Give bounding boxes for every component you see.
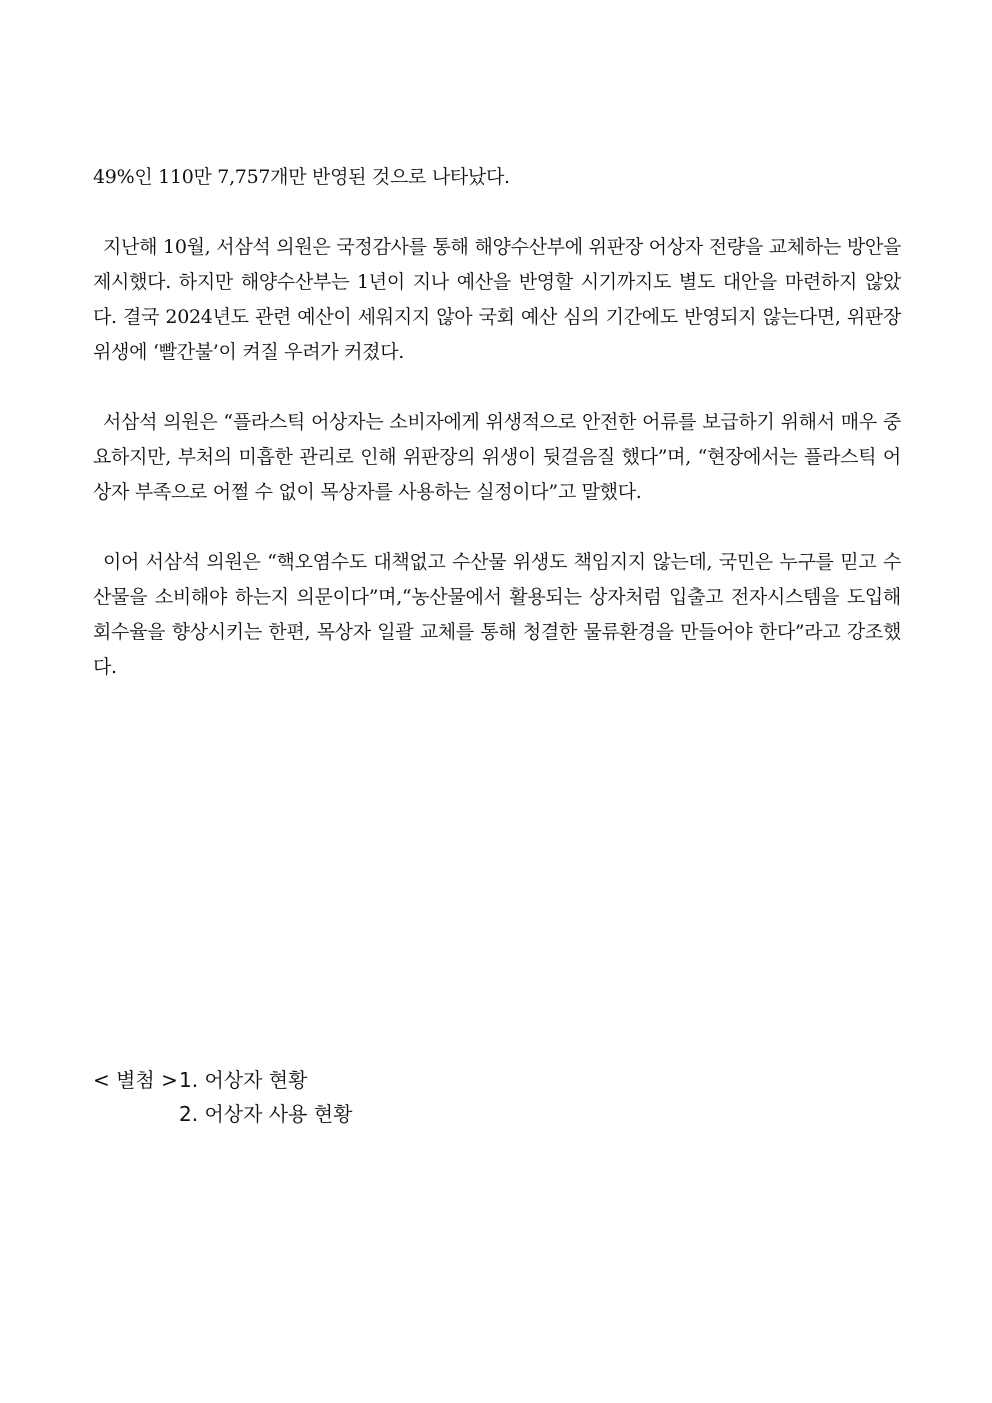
paragraph-continuation: 49%인 110만 7,757개만 반영된 것으로 나타났다. [93,166,510,188]
paragraph-spacer [93,510,901,545]
paragraph-quote-plastic-box: 서삼석 의원은 “플라스틱 어상자는 소비자에게 위생적으로 안전한 어류를 보급하기 위해서 매우 중요하지만, 부처의 미흡한 관리로 인해 위판장의 위생이 뒷걸음질 했다”며, “현장에서는 플라스틱 어상자 부족으로 어쩔 수 없이 목상자를 사용하는 실정이다”고 말했다. [93,411,901,503]
attachment-indent [93,1097,179,1131]
attachment-item: 2. 어상자 사용 현황 [179,1102,353,1126]
attachment-item: 1. 어상자 현황 [179,1068,308,1092]
attachments-label: < 별첨 > [93,1068,178,1092]
attachment-row [93,1097,352,1131]
paragraph-budget-context: 지난해 10월, 서삼석 의원은 국정감사를 통해 해양수산부에 위판장 어상자 전량을 교체하는 방안을 제시했다. 하지만 해양수산부는 1년이 지나 예산을 반영할 시기까지도 별도 대안을 마련하지 않았다. 결국 2024년도 관련 예산이 세워지지 않아 국회 예산 심의 기간에도 반영되지 않는다면, 위판장 위생에 ‘빨간불’이 켜질 우려가 커졌다. [93,236,901,363]
paragraph-spacer [93,195,901,230]
document-body [93,160,901,685]
paragraph-spacer [93,370,901,405]
attachments-section [93,1063,352,1131]
paragraph-quote-closing: 이어 서삼석 의원은 “핵오염수도 대책없고 수산물 위생도 책임지지 않는데, 국민은 누구를 믿고 수산물을 소비해야 하는지 의문이다”며,“농산물에서 활용되는 상자처럼 입출고 전자시스템을 도입해 회수율을 향상시키는 한편, 목상자 일괄 교체를 통해 청결한 물류환경을 만들어야 한다”라고 강조했다. [93,551,901,678]
attachment-row [93,1063,352,1097]
